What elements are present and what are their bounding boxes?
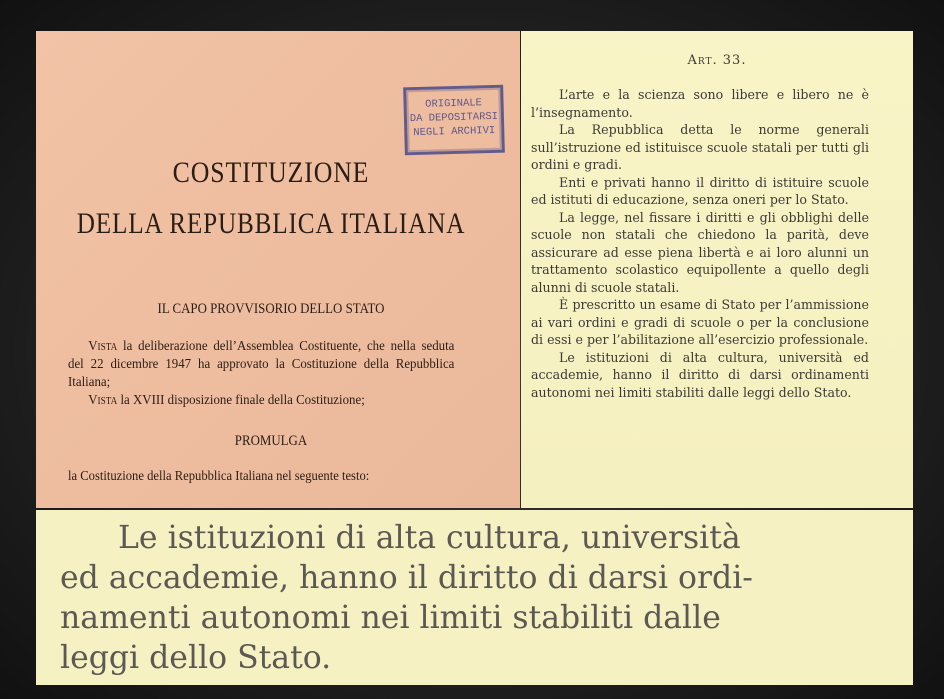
promulga-heading: PROMULGA <box>234 433 308 449</box>
article-title <box>521 53 913 68</box>
promulgation-text: la Costituzione della Repubblica Italiana nel seguente testo: <box>68 469 370 484</box>
head-of-state-heading: IL CAPO PROVVISORIO DELLO STATO <box>157 301 385 317</box>
vista-lead: Vista <box>88 393 118 408</box>
preamble <box>68 338 454 410</box>
zoom-line: namenti autonomi nei limiti stabiliti dalle <box>60 600 721 636</box>
article-paragraph: Enti e privati hanno il diritto di istituire scuole ed istituti di educazione, senza oneri per lo Stato. <box>531 174 869 207</box>
zoom-line: ed accademie, hanno il diritto di darsi ordi- <box>60 560 753 596</box>
vista-paragraph-1 <box>68 338 454 392</box>
article-paragraph: È prescritto un esame di Stato per l’ammissione ai vari ordini e gradi di scuole o per la conclusione di essi e per l’abilitazione all’esercizio professionale. <box>531 297 869 347</box>
article-paragraph: L’arte e la scienza sono libere e libero ne è l’insegnamento. <box>531 87 869 120</box>
article-paragraph: La Repubblica detta le norme generali sull’istruzione ed istituisce scuole statali per tutti gli ordini e gradi. <box>531 122 869 172</box>
title-line-1: COSTITUZIONE <box>172 156 370 189</box>
vista-paragraph-2 <box>68 392 454 410</box>
article-body <box>531 86 869 401</box>
article-paragraph: Le istituzioni di alta cultura, università ed accademie, hanno il diritto di darsi ordinamenti autonomi nei limiti stabiliti dalle leggi dello Stato. <box>531 349 869 400</box>
article-number: Art. 33. <box>687 53 747 68</box>
article-paragraph: La legge, nel fissare i diritti e gli obblighi delle scuole non statali che chiedono la parità, deve assicurare ad esse piena libertà e ai loro alunni un trattamento scolastico equipollente a quello degli alunni di scuole statali. <box>531 209 869 295</box>
vista-text: la XVIII disposizione finale della Costituzione; <box>117 393 365 408</box>
stamp-line: NEGLI ARCHIVI <box>413 124 496 140</box>
zoom-line: leggi dello Stato. <box>60 640 332 676</box>
zoom-line: Le istituzioni di alta cultura, università <box>118 520 741 556</box>
constitution-title-page <box>36 31 520 508</box>
vista-text: la deliberazione dell’Assemblea Costituente, che nella seduta del 22 dicembre 1947 ha approvato la Costituzione della Repubblica Italiana; <box>68 339 455 390</box>
article-33-page <box>521 31 913 508</box>
stamp-line: DA DEPOSITARSI <box>409 110 499 126</box>
zoomed-excerpt-text <box>60 518 900 678</box>
stamp-line: ORIGINALE <box>425 97 483 111</box>
archive-stamp <box>403 85 505 156</box>
title-line-2: DELLA REPUBBLICA ITALIANA <box>76 207 466 240</box>
vista-lead: Vista <box>88 339 118 354</box>
zoomed-excerpt <box>36 510 913 685</box>
